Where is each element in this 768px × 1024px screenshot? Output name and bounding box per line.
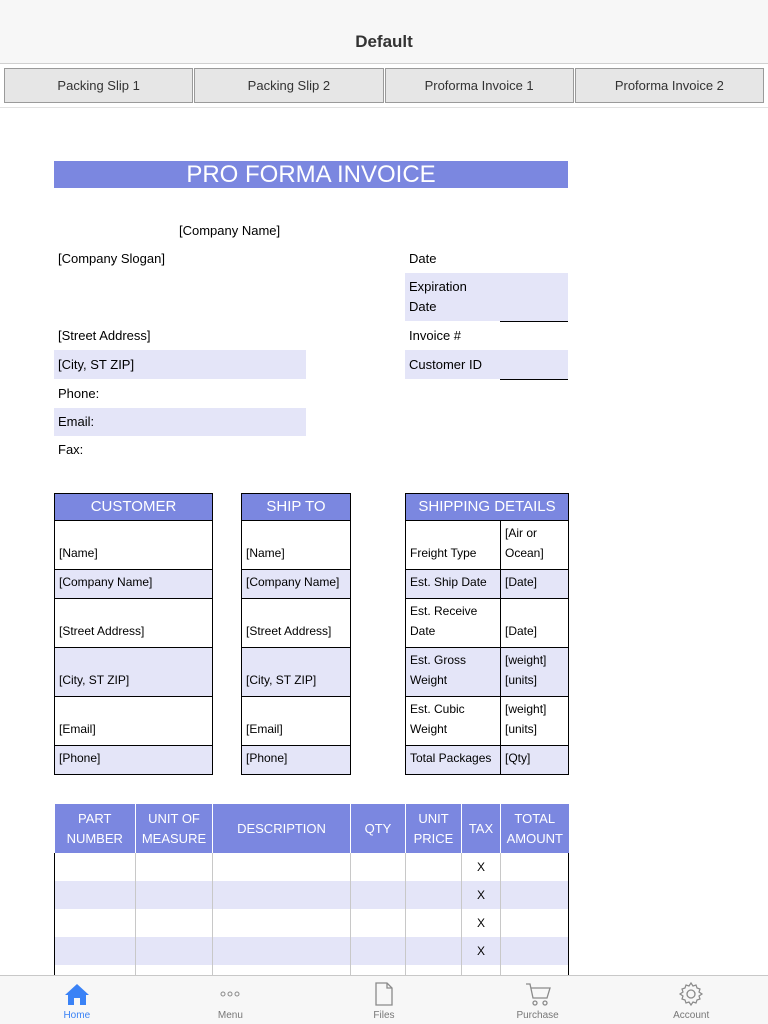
tab-proforma-invoice-1[interactable]: Proforma Invoice 1 xyxy=(385,68,574,103)
cell[interactable] xyxy=(213,853,351,881)
table-row[interactable] xyxy=(55,909,569,937)
tab-packing-slip-2[interactable]: Packing Slip 2 xyxy=(194,68,383,103)
cell[interactable] xyxy=(406,909,462,937)
cell[interactable] xyxy=(501,909,569,937)
cell[interactable] xyxy=(351,909,406,937)
company-name[interactable]: [Company Name] xyxy=(179,223,281,238)
ship-to-name[interactable]: [Name] xyxy=(241,521,351,570)
shipping-details-header: SHIPPING DETAILS xyxy=(405,493,569,521)
cell[interactable] xyxy=(136,909,213,937)
cell[interactable] xyxy=(406,965,462,975)
cell[interactable] xyxy=(213,881,351,909)
date-label: Date xyxy=(409,251,437,266)
table-row[interactable] xyxy=(55,937,569,965)
receive-date-value[interactable]: [Date] xyxy=(500,599,569,648)
ship-to-table xyxy=(241,521,351,775)
col-tax: TAX xyxy=(462,804,501,853)
tab-packing-slip-1[interactable]: Packing Slip 1 xyxy=(4,68,193,103)
table-row[interactable] xyxy=(55,853,569,881)
cell[interactable] xyxy=(55,853,136,881)
cell[interactable] xyxy=(55,965,136,975)
cubic-weight-label: Est. Cubic Weight xyxy=(405,697,500,746)
customer-id-label: Customer ID xyxy=(409,357,482,372)
file-icon xyxy=(369,980,399,1008)
col-unit-of-measure: UNIT OF MEASURE xyxy=(136,804,213,853)
invoice-number-label: Invoice # xyxy=(409,328,462,343)
cell[interactable] xyxy=(55,881,136,909)
customer-id-line[interactable] xyxy=(500,379,568,380)
tax-mark[interactable] xyxy=(462,965,501,975)
more-icon xyxy=(215,980,245,1008)
customer-email[interactable]: [Email] xyxy=(54,697,213,746)
cell[interactable] xyxy=(136,965,213,975)
col-total-amount: TOTAL AMOUNT xyxy=(501,804,569,853)
col-unit-price: UNIT PRICE xyxy=(406,804,462,853)
ship-date-value[interactable]: [Date] xyxy=(500,570,569,599)
home-icon xyxy=(62,980,92,1008)
tabbar-item-account[interactable] xyxy=(614,976,768,1024)
tabbar-label: Account xyxy=(673,1010,710,1021)
cell[interactable] xyxy=(213,937,351,965)
page-title: Default xyxy=(355,32,413,51)
tabbar-item-purchase[interactable] xyxy=(461,976,615,1024)
cell[interactable] xyxy=(406,853,462,881)
cell[interactable] xyxy=(136,937,213,965)
fax-label[interactable]: Fax: xyxy=(58,442,84,457)
cell[interactable] xyxy=(351,965,406,975)
cell[interactable] xyxy=(351,853,406,881)
tabbar-label: Home xyxy=(63,1010,91,1021)
template-tabs xyxy=(4,68,764,103)
tabbar-item-menu[interactable] xyxy=(154,976,308,1024)
tab-proforma-invoice-2[interactable]: Proforma Invoice 2 xyxy=(575,68,764,103)
freight-type-label: Freight Type xyxy=(405,521,500,570)
line-items-table xyxy=(54,804,568,975)
tax-mark[interactable]: X xyxy=(462,937,501,965)
city-st-zip[interactable]: [City, ST ZIP] xyxy=(58,357,135,372)
cell[interactable] xyxy=(501,853,569,881)
cart-icon xyxy=(523,980,553,1008)
table-row[interactable] xyxy=(55,965,569,975)
phone-label[interactable]: Phone: xyxy=(58,386,100,401)
tax-mark[interactable]: X xyxy=(462,909,501,937)
bottom-tab-bar xyxy=(0,975,768,1024)
tabbar-item-files[interactable] xyxy=(307,976,461,1024)
expiration-date-label: Expiration Date xyxy=(409,279,467,314)
cell[interactable] xyxy=(136,881,213,909)
tabbar-item-home[interactable] xyxy=(0,976,154,1024)
navigation-bar xyxy=(0,0,768,64)
ship-to-header: SHIP TO xyxy=(241,493,351,521)
gross-weight-label: Est. Gross Weight xyxy=(405,648,500,697)
customer-header: CUSTOMER xyxy=(54,493,213,521)
cell[interactable] xyxy=(213,909,351,937)
ship-date-label: Est. Ship Date xyxy=(405,570,500,599)
ship-to-phone[interactable]: [Phone] xyxy=(241,746,351,775)
gear-icon xyxy=(676,980,706,1008)
tax-mark[interactable]: X xyxy=(462,881,501,909)
cell[interactable] xyxy=(55,937,136,965)
tabbar-label: Files xyxy=(373,1010,395,1021)
shipping-details-table xyxy=(405,521,569,775)
ship-to-email[interactable]: [Email] xyxy=(241,697,351,746)
expiration-value-line[interactable] xyxy=(500,321,568,322)
tax-mark[interactable]: X xyxy=(462,853,501,881)
customer-street[interactable]: [Street Address] xyxy=(54,599,213,648)
cell[interactable] xyxy=(501,965,569,975)
email-label[interactable]: Email: xyxy=(58,414,95,429)
cell[interactable] xyxy=(501,881,569,909)
freight-type-value[interactable]: [Air or Ocean] xyxy=(500,521,569,570)
ship-to-street[interactable]: [Street Address] xyxy=(241,599,351,648)
cell[interactable] xyxy=(501,937,569,965)
customer-table xyxy=(54,521,213,775)
invoice-document[interactable] xyxy=(0,108,768,975)
tabbar-label: Purchase xyxy=(516,1010,559,1021)
tabbar-label: Menu xyxy=(217,1010,243,1021)
customer-phone[interactable]: [Phone] xyxy=(54,746,213,775)
cubic-weight-value[interactable]: [weight] [units] xyxy=(500,697,569,746)
cell[interactable] xyxy=(406,881,462,909)
receive-date-label: Est. Receive Date xyxy=(405,599,500,648)
cell[interactable] xyxy=(406,937,462,965)
col-part-number: PART NUMBER xyxy=(55,804,136,853)
cell[interactable] xyxy=(213,965,351,975)
company-slogan[interactable]: [Company Slogan] xyxy=(58,251,165,266)
col-qty: QTY xyxy=(351,804,406,853)
ship-to-city[interactable]: [City, ST ZIP] xyxy=(241,648,351,697)
table-row[interactable] xyxy=(55,881,569,909)
cell[interactable] xyxy=(351,937,406,965)
customer-company[interactable]: [Company Name] xyxy=(54,570,213,599)
customer-city[interactable]: [City, ST ZIP] xyxy=(54,648,213,697)
gross-weight-value[interactable]: [weight] [units] xyxy=(500,648,569,697)
cell[interactable] xyxy=(136,853,213,881)
invoice-title: PRO FORMA INVOICE xyxy=(54,161,568,188)
street-address[interactable]: [Street Address] xyxy=(58,328,151,343)
cell[interactable] xyxy=(55,909,136,937)
col-description: DESCRIPTION xyxy=(213,804,351,853)
cell[interactable] xyxy=(351,881,406,909)
ship-to-company[interactable]: [Company Name] xyxy=(241,570,351,599)
total-packages-label: Total Packages xyxy=(405,746,500,775)
total-packages-value[interactable]: [Qty] xyxy=(500,746,569,775)
customer-name[interactable]: [Name] xyxy=(54,521,213,570)
